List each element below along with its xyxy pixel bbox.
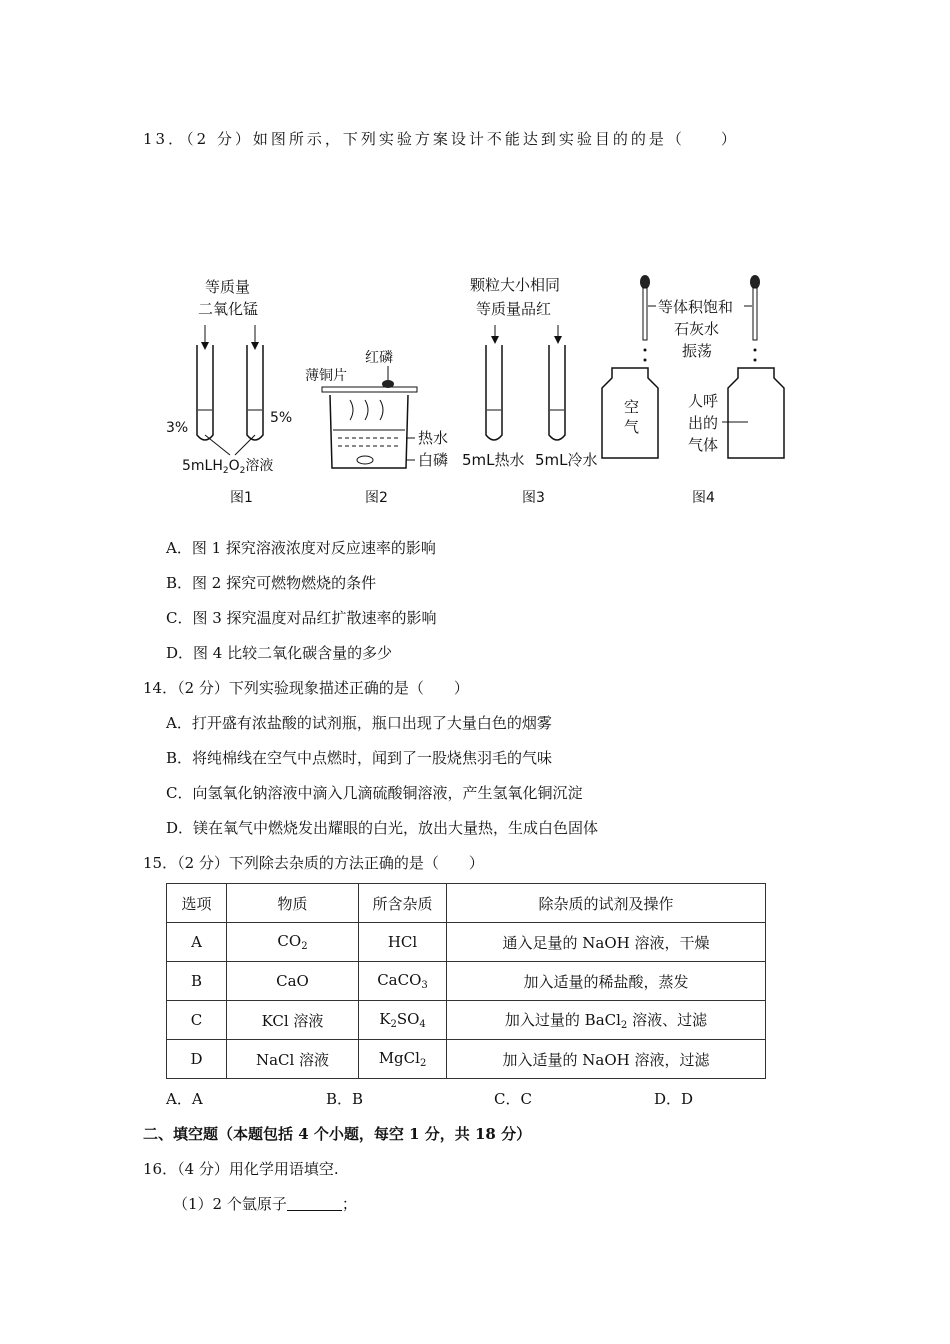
fig1-label-top2: 二氧化锰 <box>198 300 259 318</box>
section-2-heading: 二、填空题（本题包括 4 个小题，每空 1 分，共 18 分） <box>143 1125 532 1143</box>
fig1-right-pct: 5% <box>270 410 293 426</box>
table-cell-operation: 加入适量的 NaOH 溶液，过滤 <box>447 1040 766 1079</box>
fig1-label-top1: 等质量 <box>205 278 251 296</box>
question-13-stem: 13．（2 分）如图所示，下列实验方案设计不能达到实验目的的是（ ） <box>143 130 739 148</box>
fig3-cold-water-label: 5mL冷水 <box>535 451 598 469</box>
fig3-caption: 图3 <box>522 490 545 506</box>
q13-option-b[interactable]: B．图 2 探究可燃物燃烧的条件 <box>166 574 377 592</box>
figure-4 <box>602 275 784 506</box>
table-cell-impurity: HCl <box>359 923 447 962</box>
q15-answer-c[interactable]: C．C <box>494 1090 532 1108</box>
table-header: 所含杂质 <box>359 884 447 923</box>
table-header-row <box>167 884 766 923</box>
fig2-hot-water-label: 热水 <box>418 429 449 447</box>
table-cell-option: C <box>167 1001 227 1040</box>
fig2-caption: 图2 <box>365 490 388 506</box>
q14-option-a[interactable]: A．打开盛有浓盐酸的试剂瓶，瓶口出现了大量白色的烟雾 <box>166 714 552 732</box>
fig4-breath-label-3: 气体 <box>688 436 719 454</box>
fig1-left-pct: 3% <box>166 420 189 436</box>
q15-answer-d[interactable]: D．D <box>654 1090 694 1108</box>
fig2-copper-label: 薄铜片 <box>305 368 347 384</box>
fig4-label-top3: 振荡 <box>682 342 713 360</box>
q15-answer-a[interactable]: A．A <box>166 1090 203 1108</box>
table-cell-operation: 通入足量的 NaOH 溶液，干燥 <box>447 923 766 962</box>
q14-option-c[interactable]: C．向氢氧化钠溶液中滴入几滴硫酸铜溶液，产生氢氧化铜沉淀 <box>166 784 583 802</box>
answer-blank[interactable] <box>287 1196 342 1211</box>
table-row <box>167 962 766 1001</box>
fig1-caption: 图1 <box>230 490 253 506</box>
q13-option-a[interactable]: A．图 1 探究溶液浓度对反应速率的影响 <box>166 539 436 557</box>
table-cell-operation: 加入适量的稀盐酸，蒸发 <box>447 962 766 1001</box>
question-16-stem: 16．（4 分）用化学用语填空. <box>143 1160 339 1178</box>
table-header: 除杂质的试剂及操作 <box>447 884 766 923</box>
table-cell-impurity: $K_2SO_4$ <box>359 1001 447 1040</box>
q14-option-b[interactable]: B．将纯棉线在空气中点燃时，闻到了一股烧焦羽毛的气味 <box>166 749 553 767</box>
fig3-hot-water-label: 5mL热水 <box>462 451 525 469</box>
table-row <box>167 923 766 962</box>
q14-option-d[interactable]: D．镁在氧气中燃烧发出耀眼的白光，放出大量热，生成白色固体 <box>166 819 599 837</box>
table-cell-substance: KCl 溶液 <box>227 1001 359 1040</box>
table-header: 物质 <box>227 884 359 923</box>
fig4-caption: 图4 <box>692 490 715 506</box>
fig4-breath-label-2: 出的 <box>688 414 719 432</box>
table-cell-option: B <box>167 962 227 1001</box>
fig2-red-phosphorus-label: 红磷 <box>365 350 393 366</box>
q13-option-c[interactable]: C．图 3 探究温度对品红扩散速率的影响 <box>166 609 437 627</box>
table-row <box>167 1040 766 1079</box>
fig3-label-top2: 等质量品红 <box>476 300 552 318</box>
question-14-stem: 14．（2 分）下列实验现象描述正确的是（ ） <box>143 679 469 697</box>
q15-table <box>166 883 766 1079</box>
fig4-breath-label-1: 人呼 <box>688 392 719 410</box>
experiment-figure <box>160 270 800 515</box>
table-cell-operation: 加入过量的 BaCl$_2$ 溶液、过滤 <box>447 1001 766 1040</box>
figure-2 <box>305 349 448 506</box>
table-cell-option: A <box>167 923 227 962</box>
table-cell-substance: $CO_2$ <box>227 923 359 962</box>
fig3-label-top1: 颗粒大小相同 <box>470 276 561 294</box>
table-cell-impurity: MgCl$_2$ <box>359 1040 447 1079</box>
q16-subquestion-1: （1）2 个氩原子 ； <box>173 1195 357 1213</box>
table-cell-impurity: CaCO$_3$ <box>359 962 447 1001</box>
table-cell-substance: NaCl 溶液 <box>227 1040 359 1079</box>
q15-answer-b[interactable]: B．B <box>326 1090 364 1108</box>
figure-3 <box>462 276 598 506</box>
question-15-stem: 15．（2 分）下列除去杂质的方法正确的是（ ） <box>143 854 484 872</box>
figure-1 <box>166 278 292 506</box>
fig2-white-phosphorus-label: 白磷 <box>418 451 449 469</box>
table-row <box>167 1001 766 1040</box>
fig4-air-label-2: 气 <box>624 418 640 436</box>
table-cell-option: D <box>167 1040 227 1079</box>
table-cell-substance: CaO <box>227 962 359 1001</box>
fig1-solution-label: $5mLH_2O_2$溶液 <box>182 458 274 476</box>
fig4-label-top1: 等体积饱和 <box>658 298 734 316</box>
fig4-air-label-1: 空 <box>624 398 640 416</box>
fig4-label-top2: 石灰水 <box>674 320 720 338</box>
q13-option-d[interactable]: D．图 4 比较二氧化碳含量的多少 <box>166 644 393 662</box>
table-header: 选项 <box>167 884 227 923</box>
